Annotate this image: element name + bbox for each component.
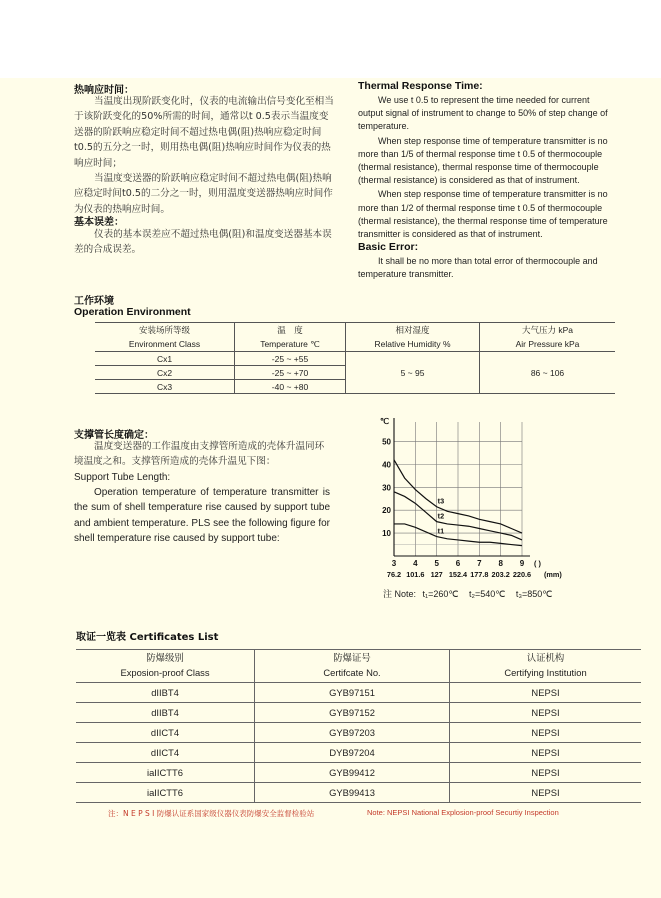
- x-tick-label-mm: 101.6: [406, 570, 425, 579]
- cert-header-institution-en: Certifying Institution: [504, 667, 587, 678]
- cert-class-cell: dIIBT4: [76, 703, 255, 723]
- thermal-en-paragraph-3: When step response time of temperature transmitter is no more than 1/2 of thermal response time t 0.5 of thermocouple (thermal resistance), the thermal response time of temperature transmitter is considered as that of instrument.: [358, 189, 608, 240]
- series-label-t1: t1: [437, 526, 445, 536]
- env-pressure-cell: 86 ~ 106: [480, 352, 616, 394]
- certificates-note-cn: 注：N E P S I 防爆认证系国家级仪器仪表防爆安全监督检验站: [108, 809, 315, 818]
- table-row: [76, 723, 641, 743]
- thermal-en-paragraph-2: When step response time of temperature transmitter is no more than 1/5 of thermal response time t 0.5 of thermocouple (thermal resistance), thermal response time of thermocouple (thermal resistance) is considered as that of instrument.: [358, 135, 608, 186]
- cert-number-cell: GYB97151: [255, 683, 450, 703]
- y-tick-label: 10: [382, 529, 391, 539]
- env-temp-cell: -25 ~ +55: [235, 352, 346, 366]
- env-class-cell: Cx2: [95, 366, 235, 380]
- cert-institution-cell: NEPSI: [450, 683, 642, 703]
- env-header-humidity-en: Relative Humidity %: [346, 337, 480, 352]
- thermal-en-paragraph-1: We use t 0.5 to represent the time needed for current output signal of instrument to change to 50% of step change of temperature.: [358, 95, 608, 132]
- chart-note-t1: t₁=260℃: [422, 589, 459, 599]
- certificates-title: 取证一览表 Certificates List: [76, 632, 219, 643]
- thermal-cn-title: 热响应时间：: [74, 85, 134, 96]
- cert-header-institution: [450, 650, 642, 683]
- cert-header-class-en: Exposion-proof Class: [120, 667, 210, 678]
- chart-note-t2: t₂=540℃: [468, 589, 506, 599]
- x-tick-label: 6: [455, 559, 461, 568]
- series-label-t2: t2: [437, 511, 445, 521]
- env-header-pressure-en: Air Pressure kPa: [480, 337, 616, 352]
- thermal-cn-body: [74, 94, 336, 217]
- table-row: [76, 703, 641, 723]
- env-temp-cell: -40 ~ +80: [235, 380, 346, 394]
- temperature-rise-chart: [372, 410, 572, 580]
- env-header-class-cn: 安装场所等级: [95, 323, 235, 338]
- y-axis-label: ℃: [380, 417, 389, 426]
- table-row: [95, 352, 615, 366]
- cert-header-class-cn: 防爆级别: [146, 653, 184, 664]
- environment-header-row-en: [95, 337, 615, 352]
- cert-number-cell: GYB99412: [255, 763, 450, 783]
- x-tick-label: 7: [477, 559, 482, 568]
- cert-institution-cell: NEPSI: [450, 723, 642, 743]
- x-axis-unit: ( ): [534, 559, 541, 568]
- env-header-class-en: Environment Class: [95, 337, 235, 352]
- chart-note-t3: t₃=850℃: [515, 589, 553, 599]
- env-header-pressure-cn: 大气压力 kPa: [480, 323, 616, 338]
- y-tick-label: 40: [382, 460, 391, 470]
- x-tick-label: 4: [413, 559, 418, 568]
- cert-header-number-en: Certifcate No.: [323, 667, 381, 678]
- cert-class-cell: dIICT4: [76, 743, 255, 763]
- cert-number-cell: DYB97204: [255, 743, 450, 763]
- basic-error-en-title: Basic Error:: [358, 241, 419, 253]
- support-tube-en-title: Support Tube Length:: [74, 472, 171, 483]
- x-tick-label: 8: [498, 559, 503, 568]
- x-tick-label-mm: 177.8: [470, 570, 489, 579]
- table-row: [76, 743, 641, 763]
- thermal-cn-paragraph-1: 当温度出现阶跃变化时，仪表的电流输出信号变化至相当于该阶跃变化的50%所需的时间，通常以t 0.5表示当温度变送器的阶跃响应稳定时间不超过热电偶(阻)热响应稳定时间t0.5的五分之一时，则用热电偶(阻)热响应时间作为仪表的热响应时间；: [74, 96, 334, 169]
- cert-institution-cell: NEPSI: [450, 783, 642, 803]
- thermal-cn-paragraph-2: 当温度变送器的阶跃响应稳定时间不超过热电偶(阻)热响应稳定时间t0.5的二分之一时，则用温度变送器热响应时间作为仪表的热响应时间。: [74, 173, 333, 215]
- env-class-cell: Cx1: [95, 352, 235, 366]
- cert-number-cell: GYB97152: [255, 703, 450, 723]
- support-tube-cn-body: [74, 439, 330, 470]
- x-tick-label-mm: 203.2: [491, 570, 510, 579]
- table-row: [76, 783, 641, 803]
- y-tick-label: 20: [382, 506, 391, 516]
- basic-error-cn-paragraph: 仪表的基本误差应不超过热电偶(阻)和温度变送器基本误差的合成误差。: [74, 229, 332, 256]
- certificates-table: [76, 649, 641, 803]
- env-temp-cell: -25 ~ +70: [235, 366, 346, 380]
- env-class-cell: Cx3: [95, 380, 235, 394]
- cert-class-cell: dIIBT4: [76, 683, 255, 703]
- environment-en-title: Operation Environment: [74, 306, 191, 318]
- cert-number-cell: GYB97203: [255, 723, 450, 743]
- support-tube-cn-title: 支撑管长度确定：: [74, 430, 154, 441]
- cert-number-cell: GYB99413: [255, 783, 450, 803]
- env-header-temp-en: Temperature ℃: [235, 337, 346, 352]
- basic-error-cn-title: 基本误差：: [74, 217, 124, 228]
- x-tick-label-mm: 127: [430, 570, 443, 579]
- cert-header-class: [76, 650, 255, 683]
- cert-header-number: [255, 650, 450, 683]
- cert-class-cell: dIICT4: [76, 723, 255, 743]
- certificates-header-row: [76, 650, 641, 683]
- thermal-en-body: [358, 94, 608, 241]
- x-tick-label-mm: 152.4: [448, 570, 468, 579]
- cert-header-number-cn: 防爆证号: [333, 653, 371, 664]
- cert-class-cell: iaIICTT6: [76, 783, 255, 803]
- x-tick-label-mm: 220.6: [512, 570, 532, 579]
- env-header-temp-cn: 温 度: [235, 323, 346, 338]
- support-tube-en-paragraph: Operation temperature of temperature transmitter is the sum of shell temperature rise caused by support tube and ambient temperature. PLS see the following figure for shell temperature rise caused by support tube:: [74, 487, 330, 544]
- x-tick-label: 5: [434, 559, 439, 568]
- cert-institution-cell: NEPSI: [450, 763, 642, 783]
- env-header-humidity-cn: 相对湿度: [346, 323, 480, 338]
- table-row: [76, 763, 641, 783]
- thermal-en-title: Thermal Response Time:: [358, 80, 483, 92]
- series-label-t3: t3: [437, 496, 445, 506]
- certificates-note-en: Note: NEPSI National Explosion-proof Securtiy Inspection: [367, 808, 559, 817]
- chart-note: [383, 587, 552, 600]
- environment-cn-title: 工作环境: [74, 296, 114, 307]
- cert-institution-cell: NEPSI: [450, 703, 642, 723]
- basic-error-cn-body: [74, 227, 336, 258]
- x-tick-label: 3: [391, 559, 397, 568]
- basic-error-en-paragraph: It shall be no more than total error of thermocouple and temperature transmitter.: [358, 256, 598, 280]
- environment-header-row: [95, 323, 615, 338]
- environment-table: [95, 322, 615, 394]
- cert-institution-cell: NEPSI: [450, 743, 642, 763]
- y-tick-label: 30: [382, 483, 391, 493]
- table-row: [76, 683, 641, 703]
- chart-note-prefix: 注 Note:: [383, 589, 417, 599]
- support-tube-en-body: [74, 470, 330, 546]
- cert-class-cell: iaIICTT6: [76, 763, 255, 783]
- y-tick-label: 50: [382, 437, 391, 447]
- basic-error-en-body: [358, 255, 608, 281]
- x-tick-label: 9: [519, 559, 525, 568]
- support-tube-cn-paragraph: 温度变送器的工作温度由支撑管所造成的壳体升温同环境温度之和。支撑管所造成的壳体升温见下图：: [74, 441, 325, 468]
- cert-header-institution-cn: 认证机构: [526, 653, 565, 664]
- env-humidity-cell: 5 ~ 95: [346, 352, 480, 394]
- x-axis-unit-mm: (mm): [544, 570, 562, 579]
- x-tick-label-mm: 76.2: [386, 570, 402, 579]
